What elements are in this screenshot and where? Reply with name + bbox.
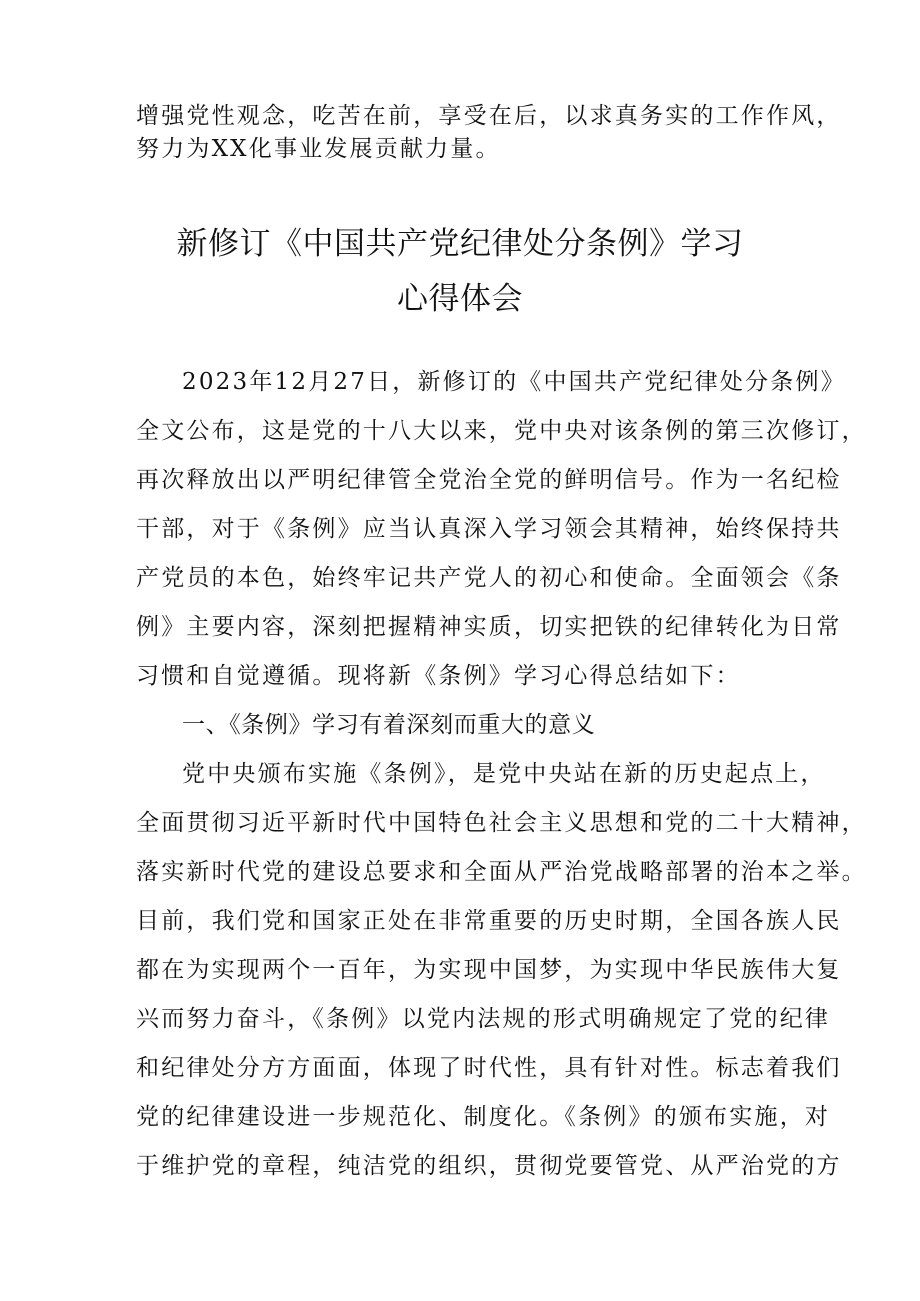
section-heading: 一、《条例》学习有着深刻而重大的意义 xyxy=(182,712,596,738)
paragraph-line: 党的纪律建设进一步规范化、制度化。《条例》的颁布实施，对 xyxy=(136,1104,831,1130)
paragraph-line: 产党员的本色，始终牢记共产党人的初心和使命。全面领会《条 xyxy=(136,565,842,591)
paragraph-line: 全文公布，这是党的十八大以来，党中央对该条例的第三次修订， xyxy=(136,418,867,444)
paragraph-line: 党中央颁布实施《条例》，是党中央站在新的历史起点上， xyxy=(182,761,826,787)
paragraph-line: 都在为实现两个一百年，为实现中国梦，为实现中华民族伟大复 xyxy=(136,957,842,983)
paragraph-line: 兴而努力奋斗，《条例》以党内法规的形式明确规定了党的纪律 xyxy=(136,1006,831,1032)
paragraph-line: 于维护党的章程，纯洁党的组织，贯彻党要管党、从严治党的方 xyxy=(136,1153,842,1179)
intro-line: 增强党性观念，吃苦在前，享受在后，以求真务实的工作作风， xyxy=(136,103,842,129)
paragraph-line: 干部，对于《条例》应当认真深入学习领会其精神，始终保持共 xyxy=(136,516,842,542)
paragraph-line: 和纪律处分方方面面，体现了时代性，具有针对性。标志着我们 xyxy=(136,1055,842,1081)
paragraph-line: 例》主要内容，深刻把握精神实质，切实把铁的纪律转化为日常 xyxy=(136,614,842,640)
paragraph-line: 习惯和自觉遵循。现将新《条例》学习心得总结如下： xyxy=(136,663,741,689)
intro-line: 努力为XX化事业发展贡献力量。 xyxy=(136,136,501,162)
paragraph-line: 目前，我们党和国家正处在非常重要的历史时期，全国各族人民 xyxy=(136,908,842,934)
paragraph-line: 再次释放出以严明纪律管全党治全党的鲜明信号。作为一名纪检 xyxy=(136,467,842,493)
paragraph-line: 落实新时代党的建设总要求和全面从严治党战略部署的治本之举。 xyxy=(136,859,867,885)
paragraph-line: 2023年12月27日，新修订的《中国共产党纪律处分条例》 xyxy=(182,369,846,395)
paragraph-line: 全面贯彻习近平新时代中国特色社会主义思想和党的二十大精神， xyxy=(136,810,867,836)
document-title: 新修订《中国共产党纪律处分条例》学习 xyxy=(176,226,744,262)
document-title-continued: 心得体会 xyxy=(397,281,523,317)
